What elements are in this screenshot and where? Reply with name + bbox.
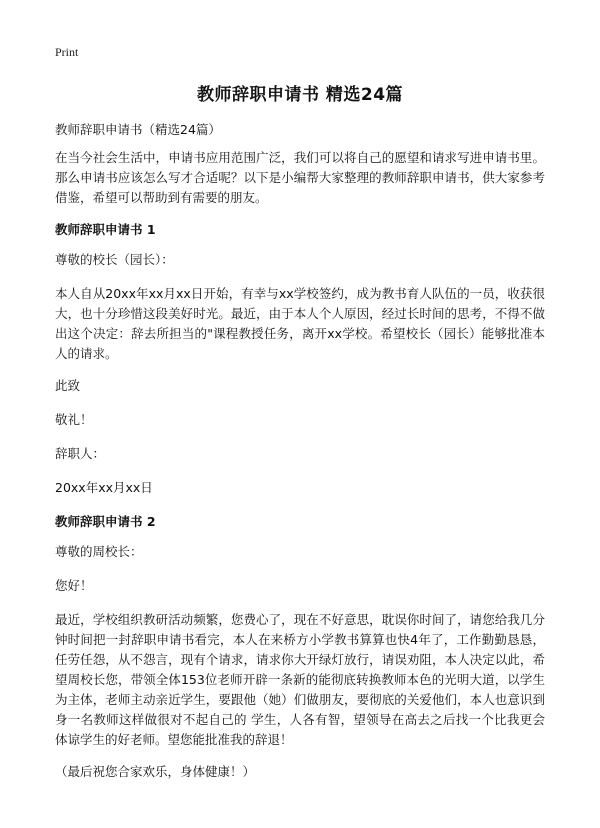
- closing-wish: （最后祝您合家欢乐，身体健康！）: [55, 764, 256, 779]
- salutation-1: 尊敬的校长（园长）：: [55, 252, 174, 267]
- print-label: Print: [55, 45, 79, 59]
- letter-date: 20xx年xx月xx日: [55, 480, 153, 495]
- document-subtitle: 教师辞职申请书（精选24篇）: [55, 122, 221, 137]
- closing-1: 此致: [55, 378, 81, 393]
- greeting-2: 您好！: [55, 578, 93, 593]
- letter-body-2: 最近，学校组织教研活动频繁，您费心了，现在不好意思，耽误你时间了，请您给我几分钟时间把一封辞职申请书看完，本人在来桥方小学教书算算也快4年了，工作勤勤恳恳，任劳任怨，从不怨言，现有个请求，请求你大开绿灯放行，请误劝阻，本人决定以此，希望周校长您，带领全体153位老师开辟一条新的能彻底转换教师本色的光明大道，以学生为主体，老师主动亲近学生，要跟他（她）们做朋友，要彻底的关爱他们，本人也意识到身一名教师这样做很对不起自己的 学生，人各有智，望领导在高去之后找一个比我更会体谅学生的好老师。望您能批准我的辞退！: [55, 612, 545, 747]
- letter-body-1: 本人自从20xx年xx月xx日开始，有幸与xx学校签约，成为教书育人队伍的一员，收获很大，也十分珍惜这段美好时光。最近，由于本人个人原因，经过长时间的思考，不得不做出这个决定：辞去所担当的"课程教授任务，离开xx学校。希望校长（园长）能够批准本人的请求。: [55, 286, 545, 361]
- salutation-2: 尊敬的周校长：: [55, 544, 143, 559]
- closing-2: 敬礼！: [55, 412, 93, 427]
- document-body: [55, 120, 545, 796]
- signer-label: 辞职人：: [55, 446, 106, 461]
- section-heading-1: 教师辞职申请书 1: [55, 222, 156, 237]
- intro-paragraph: 在当今社会生活中，申请书应用范围广泛，我们可以将自己的愿望和请求写进申请书里。那么申请书应该怎么写才合适呢？以下是小编帮大家整理的教师辞职申请书，供大家参考借鉴，希望可以帮助到有需要的朋友。: [55, 150, 545, 205]
- section-heading-2: 教师辞职申请书 2: [55, 514, 156, 529]
- page-title: 教师辞职申请书 精选24篇: [196, 85, 404, 105]
